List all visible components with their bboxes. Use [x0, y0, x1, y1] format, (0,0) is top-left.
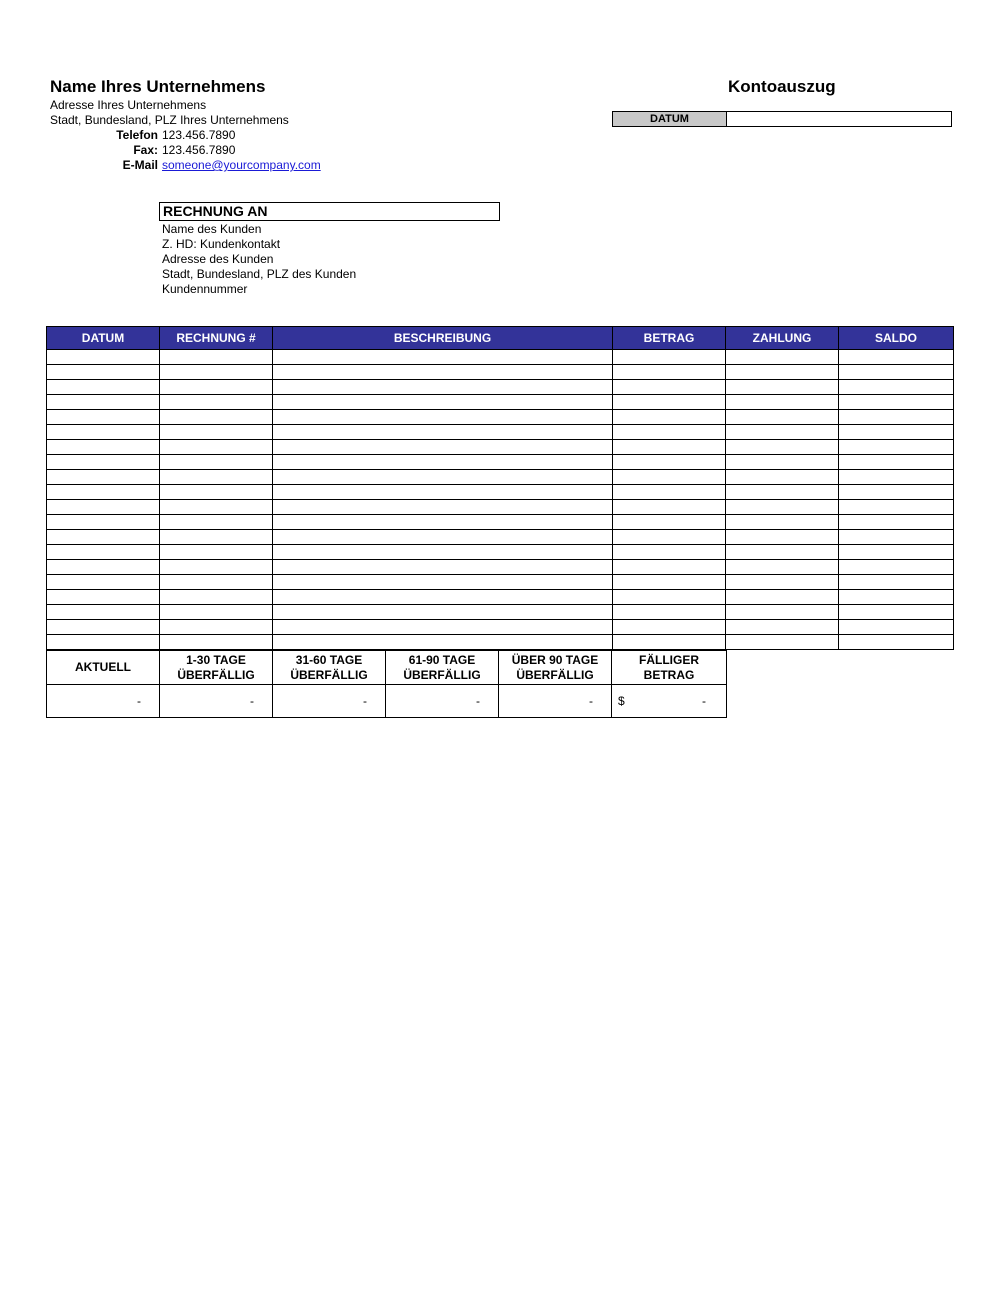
customer-address: Adresse des Kunden: [162, 252, 274, 266]
table-cell[interactable]: [160, 545, 273, 560]
table-cell[interactable]: [160, 500, 273, 515]
table-row: [47, 635, 954, 650]
table-cell[interactable]: [273, 440, 613, 455]
table-cell[interactable]: [273, 395, 613, 410]
column-header-date: DATUM: [47, 327, 160, 350]
table-cell[interactable]: [839, 500, 954, 515]
table-cell[interactable]: [47, 410, 160, 425]
table-cell[interactable]: [839, 470, 954, 485]
table-cell[interactable]: [839, 365, 954, 380]
table-row: [47, 425, 954, 440]
currency-symbol: $: [618, 694, 625, 708]
table-cell[interactable]: [726, 560, 839, 575]
table-cell[interactable]: [160, 530, 273, 545]
table-cell[interactable]: [613, 545, 726, 560]
table-cell[interactable]: [613, 380, 726, 395]
table-cell[interactable]: [839, 455, 954, 470]
date-field: [612, 111, 952, 127]
email-link[interactable]: someone@yourcompany.com: [162, 158, 321, 172]
table-cell[interactable]: [273, 590, 613, 605]
table-cell[interactable]: [726, 425, 839, 440]
aging-header-current: AKTUELL: [47, 651, 160, 685]
table-cell[interactable]: [839, 575, 954, 590]
table-cell[interactable]: [47, 590, 160, 605]
table-row: [47, 455, 954, 470]
table-cell[interactable]: [47, 515, 160, 530]
table-row: [47, 590, 954, 605]
table-row: [47, 485, 954, 500]
aging-value-current[interactable]: -: [47, 685, 160, 718]
table-cell[interactable]: [273, 620, 613, 635]
table-cell[interactable]: [273, 410, 613, 425]
table-cell[interactable]: [839, 605, 954, 620]
table-cell[interactable]: [613, 455, 726, 470]
table-cell[interactable]: [47, 440, 160, 455]
fax-value: 123.456.7890: [162, 143, 236, 157]
table-cell[interactable]: [726, 380, 839, 395]
table-cell[interactable]: [160, 380, 273, 395]
table-cell[interactable]: [273, 500, 613, 515]
aging-summary-table: [46, 650, 727, 718]
table-cell[interactable]: [613, 365, 726, 380]
aging-header-over-90: ÜBER 90 TAGE ÜBERFÄLLIG: [499, 651, 612, 685]
table-cell[interactable]: [47, 485, 160, 500]
table-cell[interactable]: [726, 530, 839, 545]
table-cell[interactable]: [273, 380, 613, 395]
table-row: [47, 410, 954, 425]
table-cell[interactable]: [613, 425, 726, 440]
table-cell[interactable]: [839, 620, 954, 635]
table-cell[interactable]: [726, 635, 839, 650]
aging-value-31-60[interactable]: -: [273, 685, 386, 718]
table-cell[interactable]: [613, 620, 726, 635]
column-header-payment: ZAHLUNG: [726, 327, 839, 350]
table-cell[interactable]: [160, 350, 273, 365]
table-cell[interactable]: [273, 515, 613, 530]
table-cell[interactable]: [160, 515, 273, 530]
table-cell[interactable]: [839, 350, 954, 365]
table-cell[interactable]: [839, 590, 954, 605]
aging-value-1-30[interactable]: -: [160, 685, 273, 718]
email-label: E-Mail: [122, 158, 158, 172]
statement-table: [46, 326, 954, 650]
table-cell[interactable]: [839, 425, 954, 440]
table-cell[interactable]: [47, 350, 160, 365]
table-cell[interactable]: [47, 545, 160, 560]
table-cell[interactable]: [47, 425, 160, 440]
table-cell[interactable]: [613, 470, 726, 485]
table-cell[interactable]: [273, 365, 613, 380]
table-cell[interactable]: [726, 485, 839, 500]
table-cell[interactable]: [47, 530, 160, 545]
table-cell[interactable]: [273, 575, 613, 590]
table-cell[interactable]: [839, 635, 954, 650]
table-cell[interactable]: [839, 530, 954, 545]
table-row: [47, 470, 954, 485]
column-header-invoice: RECHNUNG #: [160, 327, 273, 350]
customer-contact: Z. HD: Kundenkontakt: [162, 237, 281, 251]
table-cell[interactable]: [160, 470, 273, 485]
table-row: [47, 515, 954, 530]
table-cell[interactable]: [726, 620, 839, 635]
bill-to-heading: RECHNUNG AN: [159, 202, 500, 221]
table-cell[interactable]: [47, 500, 160, 515]
company-city-line: Stadt, Bundesland, PLZ Ihres Unternehmens: [50, 113, 289, 127]
table-cell[interactable]: [273, 425, 613, 440]
company-address: Adresse Ihres Unternehmens: [50, 98, 207, 112]
table-row: [47, 395, 954, 410]
table-row: [47, 350, 954, 365]
table-cell[interactable]: [726, 440, 839, 455]
table-row: [47, 440, 954, 455]
table-cell[interactable]: [273, 635, 613, 650]
amount-due-cell[interactable]: [612, 685, 727, 718]
table-cell[interactable]: [160, 620, 273, 635]
table-row: [47, 605, 954, 620]
company-name: Name Ihres Unternehmens: [50, 77, 266, 96]
table-row: [47, 380, 954, 395]
aging-value-61-90[interactable]: -: [386, 685, 499, 718]
table-cell[interactable]: [613, 410, 726, 425]
table-cell[interactable]: [613, 500, 726, 515]
table-cell[interactable]: [839, 395, 954, 410]
table-cell[interactable]: [47, 635, 160, 650]
table-cell[interactable]: [160, 410, 273, 425]
column-header-balance: SALDO: [839, 327, 954, 350]
table-cell[interactable]: [613, 590, 726, 605]
table-cell[interactable]: [273, 470, 613, 485]
table-cell[interactable]: [273, 485, 613, 500]
table-cell[interactable]: [726, 500, 839, 515]
table-cell[interactable]: [726, 515, 839, 530]
table-cell[interactable]: [839, 410, 954, 425]
aging-header-31-60: 31-60 TAGE ÜBERFÄLLIG: [273, 651, 386, 685]
table-cell[interactable]: [839, 485, 954, 500]
table-row: [47, 620, 954, 635]
table-cell[interactable]: [613, 515, 726, 530]
table-cell[interactable]: [47, 395, 160, 410]
table-cell[interactable]: [839, 515, 954, 530]
table-cell[interactable]: [273, 530, 613, 545]
table-cell[interactable]: [613, 350, 726, 365]
table-cell[interactable]: [47, 620, 160, 635]
table-cell[interactable]: [613, 560, 726, 575]
table-cell[interactable]: [160, 635, 273, 650]
table-cell[interactable]: [160, 605, 273, 620]
table-cell[interactable]: [47, 605, 160, 620]
table-cell[interactable]: [613, 485, 726, 500]
table-cell[interactable]: [726, 605, 839, 620]
amount-due-value: -: [702, 694, 706, 708]
table-cell[interactable]: [726, 455, 839, 470]
table-cell[interactable]: [160, 485, 273, 500]
table-cell[interactable]: [726, 575, 839, 590]
table-row: [47, 500, 954, 515]
aging-header-1-30: 1-30 TAGE ÜBERFÄLLIG: [160, 651, 273, 685]
aging-header-amount-due: FÄLLIGER BETRAG: [612, 651, 727, 685]
table-cell[interactable]: [839, 440, 954, 455]
table-row: [47, 365, 954, 380]
table-cell[interactable]: [613, 635, 726, 650]
table-row: [47, 530, 954, 545]
fax-label: Fax:: [133, 143, 158, 157]
document-title: Kontoauszug: [728, 77, 836, 96]
table-cell[interactable]: [613, 605, 726, 620]
table-cell[interactable]: [160, 365, 273, 380]
table-cell[interactable]: [47, 380, 160, 395]
table-cell[interactable]: [273, 560, 613, 575]
table-cell[interactable]: [160, 440, 273, 455]
customer-name: Name des Kunden: [162, 222, 262, 236]
table-cell[interactable]: [613, 530, 726, 545]
table-cell[interactable]: [839, 560, 954, 575]
table-cell[interactable]: [273, 455, 613, 470]
table-cell[interactable]: [726, 470, 839, 485]
table-cell[interactable]: [273, 545, 613, 560]
table-cell[interactable]: [726, 590, 839, 605]
table-cell[interactable]: [613, 395, 726, 410]
customer-city-line: Stadt, Bundesland, PLZ des Kunden: [162, 267, 357, 281]
table-cell[interactable]: [160, 560, 273, 575]
table-cell[interactable]: [839, 380, 954, 395]
table-cell[interactable]: [726, 350, 839, 365]
column-header-amount: BETRAG: [613, 327, 726, 350]
table-cell[interactable]: [160, 590, 273, 605]
aging-value-over-90[interactable]: -: [499, 685, 612, 718]
table-cell[interactable]: [726, 410, 839, 425]
table-cell[interactable]: [726, 395, 839, 410]
table-cell[interactable]: [160, 455, 273, 470]
table-cell[interactable]: [47, 455, 160, 470]
table-cell[interactable]: [726, 365, 839, 380]
date-input[interactable]: [727, 112, 951, 126]
table-cell[interactable]: [47, 365, 160, 380]
table-cell[interactable]: [273, 605, 613, 620]
table-cell[interactable]: [839, 545, 954, 560]
column-header-description: BESCHREIBUNG: [273, 327, 613, 350]
customer-number: Kundennummer: [162, 282, 248, 296]
table-row: [47, 560, 954, 575]
table-cell[interactable]: [613, 440, 726, 455]
table-cell[interactable]: [160, 425, 273, 440]
table-row: [47, 575, 954, 590]
table-cell[interactable]: [47, 470, 160, 485]
table-cell[interactable]: [47, 560, 160, 575]
phone-value: 123.456.7890: [162, 128, 236, 142]
table-cell[interactable]: [160, 575, 273, 590]
table-cell[interactable]: [726, 545, 839, 560]
table-row: [47, 545, 954, 560]
phone-label: Telefon: [116, 128, 158, 142]
aging-header-61-90: 61-90 TAGE ÜBERFÄLLIG: [386, 651, 499, 685]
statement-body: [47, 350, 954, 650]
table-cell[interactable]: [273, 350, 613, 365]
date-label: DATUM: [613, 112, 727, 126]
table-cell[interactable]: [613, 575, 726, 590]
table-cell[interactable]: [160, 395, 273, 410]
table-cell[interactable]: [47, 575, 160, 590]
